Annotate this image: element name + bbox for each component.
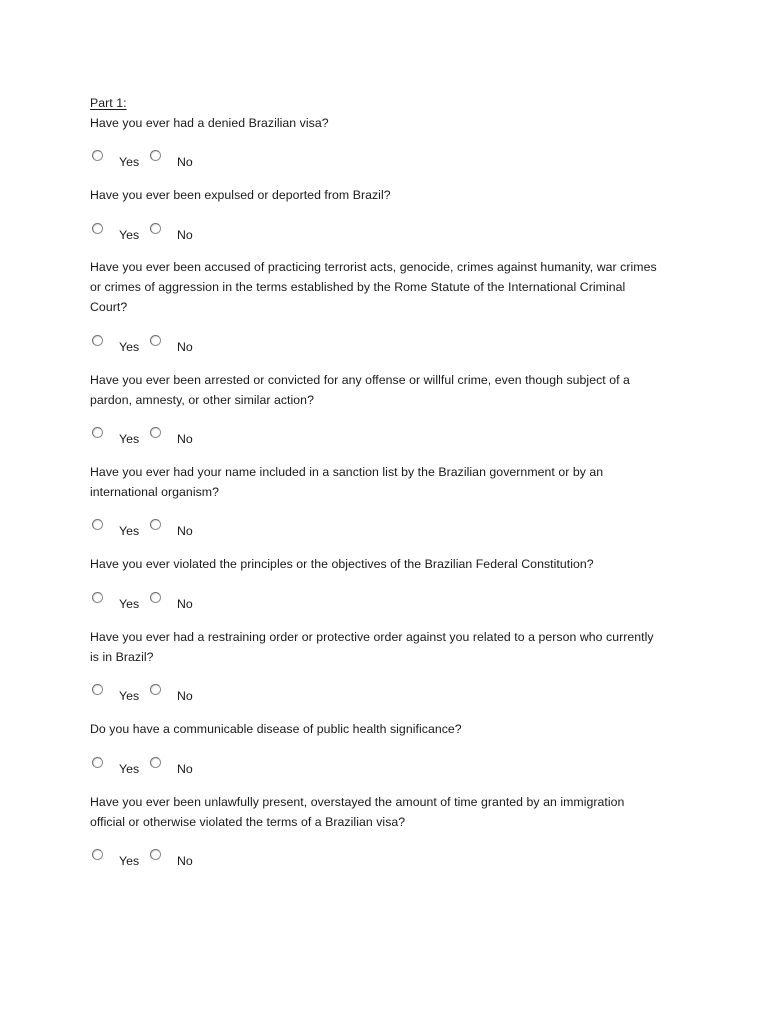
yes-radio[interactable] — [92, 757, 103, 768]
answer-group — [0, 849, 300, 871]
yes-label: Yes — [119, 432, 140, 446]
no-label: No — [177, 762, 193, 776]
question-text: Do you have a communicable disease of public health significance? — [90, 722, 462, 736]
part-title: Part 1: — [90, 96, 127, 110]
no-label: No — [177, 597, 193, 611]
no-radio[interactable] — [150, 592, 161, 603]
yes-radio[interactable] — [92, 849, 103, 860]
no-radio[interactable] — [150, 150, 161, 161]
answer-group — [0, 757, 300, 779]
no-radio[interactable] — [150, 684, 161, 695]
no-label: No — [177, 432, 193, 446]
question-text: Have you ever violated the principles or the objectives of the Brazilian Federal Constitution? — [90, 557, 594, 571]
question-text: Have you ever had a restraining order or protective order against you related to a person who currently is in Brazil? — [90, 630, 654, 664]
yes-radio[interactable] — [92, 592, 103, 603]
no-radio[interactable] — [150, 519, 161, 530]
answer-group — [0, 335, 300, 357]
question-text: Have you ever been arrested or convicted for any offense or willful crime, even though subject of a pardon, amnesty, or other similar action? — [90, 373, 630, 407]
no-radio[interactable] — [150, 223, 161, 234]
yes-label: Yes — [119, 524, 140, 538]
yes-label: Yes — [119, 597, 140, 611]
no-radio[interactable] — [150, 849, 161, 860]
yes-label: Yes — [119, 854, 140, 868]
yes-label: Yes — [119, 762, 140, 776]
answer-group — [0, 223, 300, 245]
no-radio[interactable] — [150, 757, 161, 768]
yes-radio[interactable] — [92, 427, 103, 438]
yes-radio[interactable] — [92, 223, 103, 234]
no-label: No — [177, 155, 193, 169]
yes-radio[interactable] — [92, 150, 103, 161]
question-text: Have you ever been accused of practicing terrorist acts, genocide, crimes against humanity, war crimes or crimes of aggression in the terms established by the Rome Statute of the International Criminal Court? — [90, 260, 657, 314]
yes-label: Yes — [119, 155, 140, 169]
no-radio[interactable] — [150, 335, 161, 346]
yes-radio[interactable] — [92, 519, 103, 530]
yes-label: Yes — [119, 340, 140, 354]
no-radio[interactable] — [150, 427, 161, 438]
question-text: Have you ever had your name included in a sanction list by the Brazilian government or by an international organism? — [90, 465, 604, 499]
no-label: No — [177, 689, 193, 703]
answer-group — [0, 519, 300, 541]
no-label: No — [177, 228, 193, 242]
answer-group — [0, 150, 300, 172]
yes-label: Yes — [119, 689, 140, 703]
question-text: Have you ever been unlawfully present, overstayed the amount of time granted by an immigration official or otherwise violated the terms of a Brazilian visa? — [90, 795, 625, 829]
yes-label: Yes — [119, 228, 140, 242]
yes-radio[interactable] — [92, 335, 103, 346]
answer-group — [0, 427, 300, 449]
no-label: No — [177, 524, 193, 538]
answer-group — [0, 592, 300, 614]
yes-radio[interactable] — [92, 684, 103, 695]
question-text: Have you ever been expulsed or deported from Brazil? — [90, 188, 391, 202]
question-text: Have you ever had a denied Brazilian visa? — [90, 116, 329, 130]
no-label: No — [177, 340, 193, 354]
no-label: No — [177, 854, 193, 868]
answer-group — [0, 684, 300, 706]
